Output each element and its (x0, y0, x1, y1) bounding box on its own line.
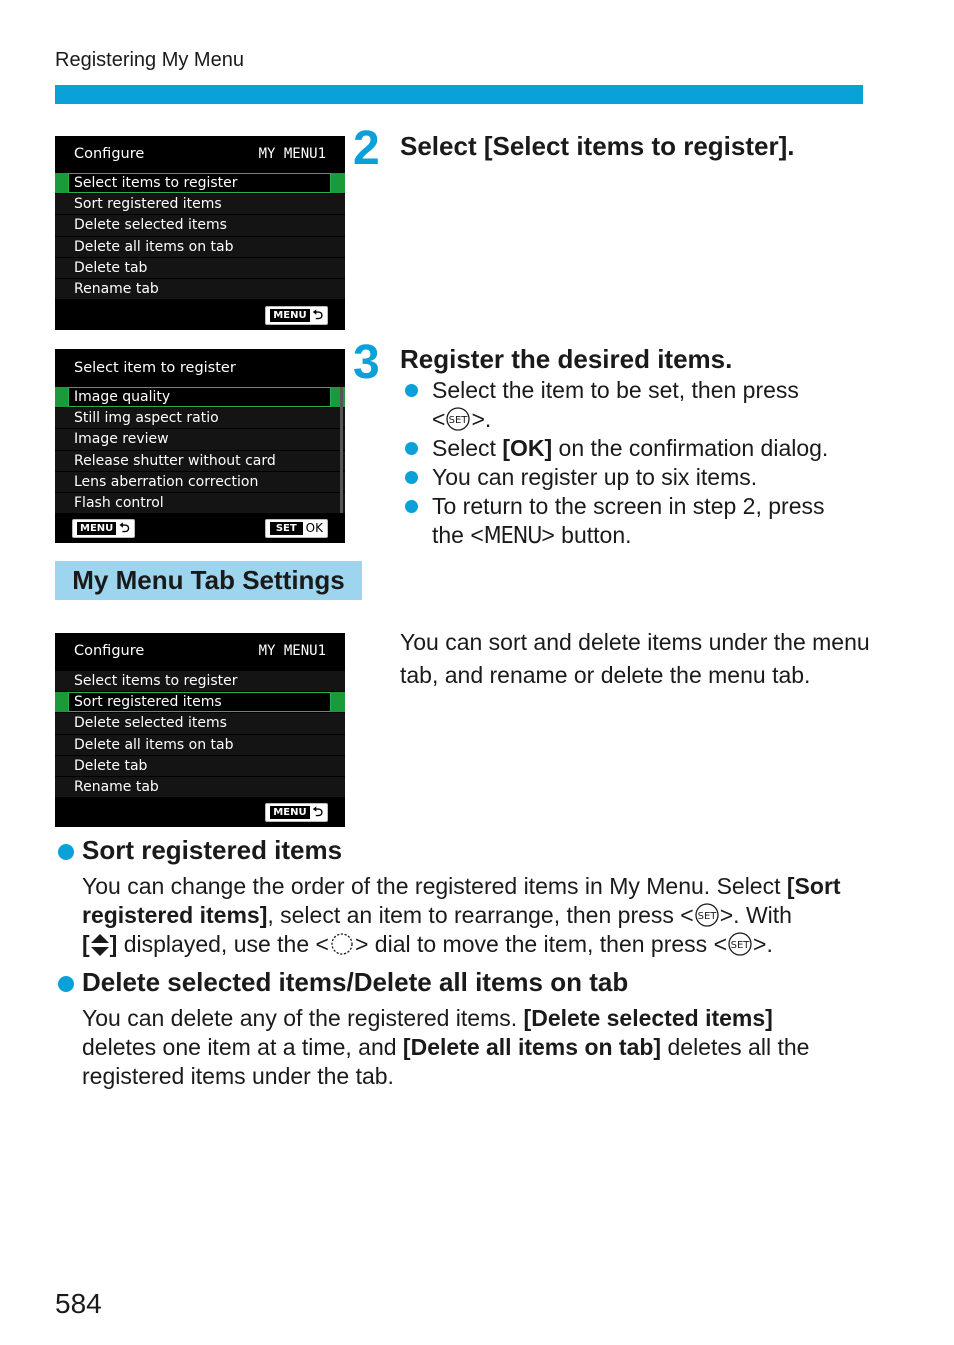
bullet-item: Select [OK] on the confirmation dialog. (405, 434, 828, 463)
bullet-item: Select the item to be set, then press (405, 376, 828, 405)
set-button-icon (694, 902, 720, 928)
set-button-icon (445, 406, 471, 432)
menu-item[interactable]: Delete all items on tab (55, 735, 345, 756)
screen-title: Configure (74, 643, 145, 659)
step-title: Register the desired items. (400, 344, 733, 374)
menu-item[interactable]: Image quality (55, 387, 345, 408)
step-number: 2 (353, 122, 380, 175)
menu-item[interactable]: Select items to register (55, 173, 345, 194)
bullet-icon (405, 384, 418, 397)
menu-item[interactable]: Lens aberration correction (55, 472, 345, 493)
bullet-icon (405, 500, 418, 513)
return-icon: ⮌ (312, 308, 323, 323)
screen-title: Select item to register (74, 360, 236, 376)
menu-item[interactable]: Select items to register (55, 671, 345, 692)
menu-item[interactable]: Delete tab (55, 258, 345, 279)
bullet-icon (58, 976, 74, 992)
camera-screen-configure-2 (55, 633, 345, 827)
set-ok-button[interactable]: SET OK (265, 519, 328, 538)
svg-text:SET: SET (449, 415, 468, 426)
menu-return-button[interactable]: MENU ⮌ (72, 519, 135, 538)
screen-title: Configure (74, 146, 145, 162)
bullet-icon (405, 442, 418, 455)
scrollbar[interactable] (340, 387, 343, 513)
step-title: Select [Select items to register]. (400, 131, 795, 161)
step-number: 3 (353, 336, 380, 389)
set-button-icon (727, 931, 753, 957)
header-bar (55, 85, 863, 104)
return-icon: ⮌ (312, 805, 323, 820)
bullet-item: You can register up to six items. (405, 463, 828, 492)
running-head: Registering My Menu (55, 49, 244, 71)
page-number: 584 (55, 1288, 102, 1319)
screen-tab-name: MY MENU1 (258, 643, 326, 659)
subsection-heading-delete: Delete selected items/Delete all items on tab (58, 967, 628, 998)
menu-return-button[interactable]: MENU ⮌ (265, 803, 328, 822)
quick-control-dial-icon (329, 931, 355, 957)
menu-item[interactable]: Image review (55, 429, 345, 450)
menu-item[interactable]: Flash control (55, 493, 345, 514)
camera-screen-configure-1 (55, 136, 345, 330)
sort-paragraph: You can change the order of the registered items in My Menu. Select [Sort registered items], select an item to rearrange, then press < SET >. With [ ] displayed, use the < > dial to move the item, then press < SET >. (82, 873, 841, 957)
return-icon: ⮌ (119, 521, 130, 536)
bullet-icon (405, 471, 418, 484)
menu-item[interactable]: Delete tab (55, 756, 345, 777)
delete-paragraph: You can delete any of the registered items. [Delete selected items] deletes one item at a time, and [Delete all items on tab] deletes all the registered items under the tab. (82, 1005, 810, 1089)
bullet-item: To return to the screen in step 2, press (405, 492, 828, 521)
bullet-item-cont: < SET >. (432, 406, 492, 432)
bullet-icon (58, 844, 74, 860)
section-intro: You can sort and delete items under the menu tab, and rename or delete the menu tab. (400, 629, 870, 688)
menu-item[interactable]: Rename tab (55, 279, 345, 300)
menu-item[interactable]: Sort registered items (55, 692, 345, 713)
up-down-arrow-icon (90, 933, 110, 957)
menu-item[interactable]: Delete selected items (55, 215, 345, 236)
menu-return-button[interactable]: MENU ⮌ (265, 306, 328, 325)
svg-text:SET: SET (697, 911, 717, 922)
menu-item[interactable]: Rename tab (55, 777, 345, 798)
menu-item[interactable]: Still img aspect ratio (55, 408, 345, 429)
bullet-item-cont: the <MENU> button. (432, 522, 632, 549)
screen-tab-name: MY MENU1 (258, 146, 326, 162)
camera-screen-select-item (55, 349, 345, 543)
menu-item[interactable]: Sort registered items (55, 194, 345, 215)
svg-text:SET: SET (730, 940, 750, 951)
section-heading: My Menu Tab Settings (55, 561, 362, 600)
menu-item[interactable]: Release shutter without card (55, 451, 345, 472)
menu-item[interactable]: Delete selected items (55, 713, 345, 734)
subsection-heading-sort: Sort registered items (58, 835, 342, 866)
step3-bullets (405, 376, 828, 551)
menu-item[interactable]: Delete all items on tab (55, 237, 345, 258)
menu-button-label: MENU (483, 523, 542, 549)
